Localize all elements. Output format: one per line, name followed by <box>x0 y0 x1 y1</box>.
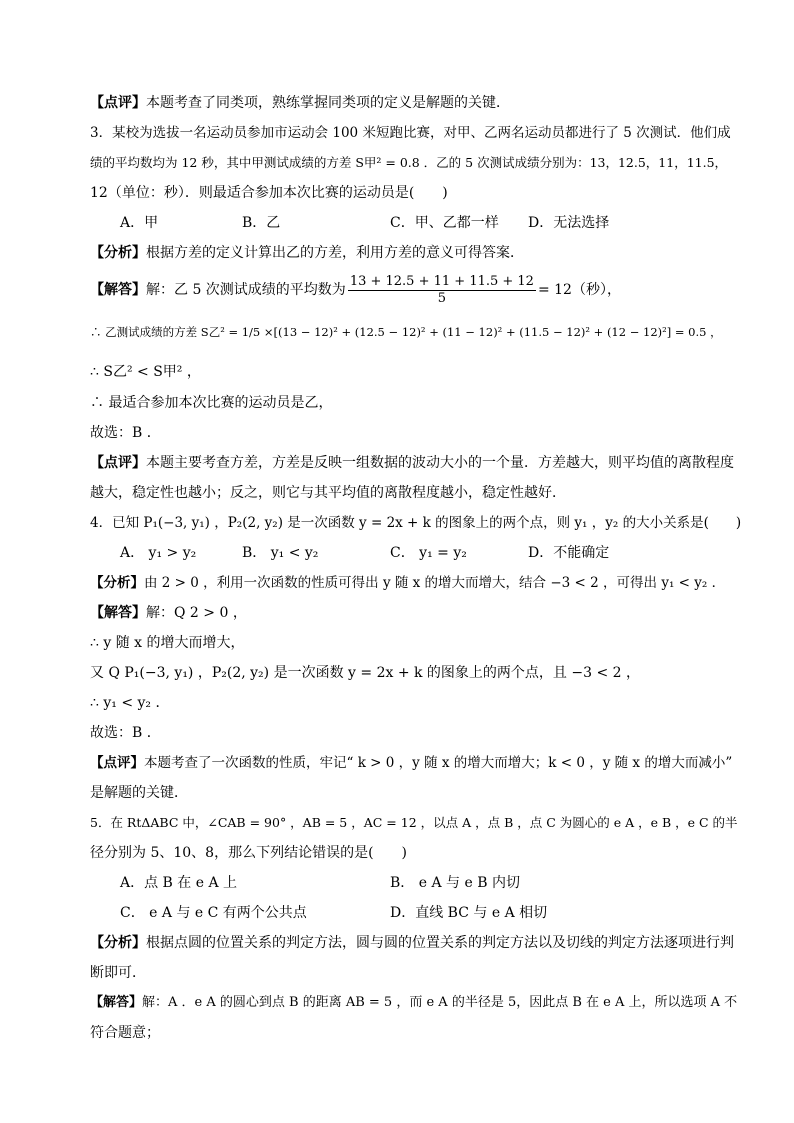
line-q3-comment-1 <box>90 453 748 473</box>
q3-option-c: C．甲、乙都一样 <box>390 215 499 231</box>
q3-option-d: D．无法选择 <box>528 215 610 231</box>
line-text: 解：乙 5 次测试成绩的平均数为 <box>146 282 346 298</box>
line-q5-answer-1 <box>90 993 748 1013</box>
line-q4-choice: 故选：B ． <box>90 725 161 741</box>
line-q5-analysis-1 <box>90 933 748 953</box>
q4-option-b: B． y₁ < y₂ <box>242 545 319 561</box>
line-q4-answer <box>90 603 748 623</box>
line-q3-stem-3: 12（单位：秒）．则最适合参加本次比赛的运动员是( ) <box>90 185 448 201</box>
mean-fraction <box>348 274 536 307</box>
line-q3-analysis <box>90 243 748 263</box>
q3-option-a: A．甲 <box>120 215 159 231</box>
line-q3-variance: ∴ 乙测试成绩的方差 S乙² = 1/5 ×[(13 − 12)² + (12.5 − 12)² + (11 − 12)² + (11.5 − 12)² + (12 − 12)²] = 0.5 ， <box>90 325 722 339</box>
answer-tag: 【解答】 <box>90 995 143 1010</box>
line-text: 解：A ．e A 的圆心到点 B 的距离 AB = 5 ，而 e A 的半径是 5，因此点 B 在 e A 上，所以选项 A 不 <box>142 995 738 1010</box>
line-q4-comment-2: 是解题的关键． <box>90 785 188 801</box>
line-q5-stem-1: 5．在 RtΔABC 中，∠CAB = 90° ，AB = 5 ，AC = 12 ，以点 A ，点 B ，点 C 为圆心的 e A ，e B ，e C 的半 <box>90 815 738 830</box>
line-q3-stem-1: 3．某校为选拔一名运动员参加市运动会 100 米短跑比赛，对甲、乙两名运动员都进行了 5 次测试．他们成 <box>90 125 731 141</box>
q4-option-d: D．不能确定 <box>528 545 610 561</box>
answer-tag: 【解答】 <box>90 605 146 621</box>
comment-tag: 【点评】 <box>90 455 146 471</box>
analysis-tag: 【分析】 <box>90 935 146 951</box>
line-text: 本题主要考查方差，方差是反映一组数据的波动大小的一个量．方差越大，则平均值的离散程度 <box>146 455 734 471</box>
line-q5-stem-2: 径分别为 5、10、8，那么下列结论错误的是( ) <box>90 845 408 861</box>
line-q5-answer-2: 符合题意； <box>90 1025 160 1041</box>
line-q4-comment-1 <box>90 753 748 773</box>
line-q3-conclusion: ∴ 最适合参加本次比赛的运动员是乙， <box>90 395 333 411</box>
q4-option-c: C． y₁ = y₂ <box>390 545 467 561</box>
analysis-tag: 【分析】 <box>90 245 146 261</box>
line-q4-analysis <box>90 573 748 593</box>
answer-tag: 【解答】 <box>90 282 146 298</box>
comment-tag: 【点评】 <box>90 95 146 111</box>
line-q3-comment-2: 越大，稳定性也越小；反之，则它与其平均值的离散程度越小，稳定性越好． <box>90 485 566 501</box>
line-q4-step-2: 又 Q P₁(−3, y₁) ，P₂(2, y₂) 是一次函数 y = 2x + k 的图象上的两个点，且 −3 < 2 ， <box>90 665 641 681</box>
fraction-denominator: 5 <box>437 290 447 306</box>
q5-option-b: B． e A 与 e B 内切 <box>390 875 520 891</box>
line-text: 根据点圆的位置关系的判定方法，圆与圆的位置关系的判定方法以及切线的判定方法逐项进行判 <box>146 935 734 951</box>
line-q3-compare: ∴ S乙² < S甲² ， <box>90 364 201 380</box>
line-q4-step-3: ∴ y₁ < y₂ ． <box>90 695 170 711</box>
line-text: 解：Q 2 > 0 ， <box>146 605 247 621</box>
q5-option-a: A．点 B 在 e A 上 <box>120 875 238 891</box>
line-q3-stem-2: 绩的平均数均为 12 秒，其中甲测试成绩的方差 S甲² = 0.8 ．乙的 5 次测试成绩分别为：13，12.5，11，11.5， <box>90 155 728 170</box>
line-q3-choice: 故选：B ． <box>90 425 161 441</box>
fraction-numerator: 13 + 12.5 + 11 + 11.5 + 12 <box>349 273 534 289</box>
q5-option-c: C． e A 与 e C 有两个公共点 <box>120 905 307 921</box>
comment-tag: 【点评】 <box>90 755 144 771</box>
line-text: 由 2 > 0 ，利用一次函数的性质可得出 y 随 x 的增大而增大，结合 −3 < 2 ，可得出 y₁ < y₂ ． <box>144 575 726 591</box>
line-q2-comment <box>90 93 748 113</box>
analysis-tag: 【分析】 <box>90 575 144 591</box>
q5-option-d: D．直线 BC 与 e A 相切 <box>390 905 548 921</box>
line-q5-analysis-2: 断即可． <box>90 965 146 981</box>
line-q3-answer-mean <box>90 272 748 308</box>
q3-option-b: B．乙 <box>242 215 281 231</box>
line-text: 本题考查了一次函数的性质，牢记“ k > 0 ，y 随 x 的增大而增大；k < 0 ，y 随 x 的增大而减小” <box>144 755 733 771</box>
line-q4-step-1: ∴ y 随 x 的增大而增大， <box>90 635 245 651</box>
line-text: 根据方差的定义计算出乙的方差，利用方差的意义可得答案． <box>146 245 524 261</box>
line-q4-stem: 4．已知 P₁(−3, y₁) ，P₂(2, y₂) 是一次函数 y = 2x + k 的图象上的两个点，则 y₁ ，y₂ 的大小关系是( ) <box>90 515 742 531</box>
q4-option-a: A． y₁ > y₂ <box>120 545 197 561</box>
line-text: = 12（秒）， <box>537 282 621 298</box>
line-text: 本题考查了同类项，熟练掌握同类项的定义是解题的关键． <box>146 95 510 111</box>
